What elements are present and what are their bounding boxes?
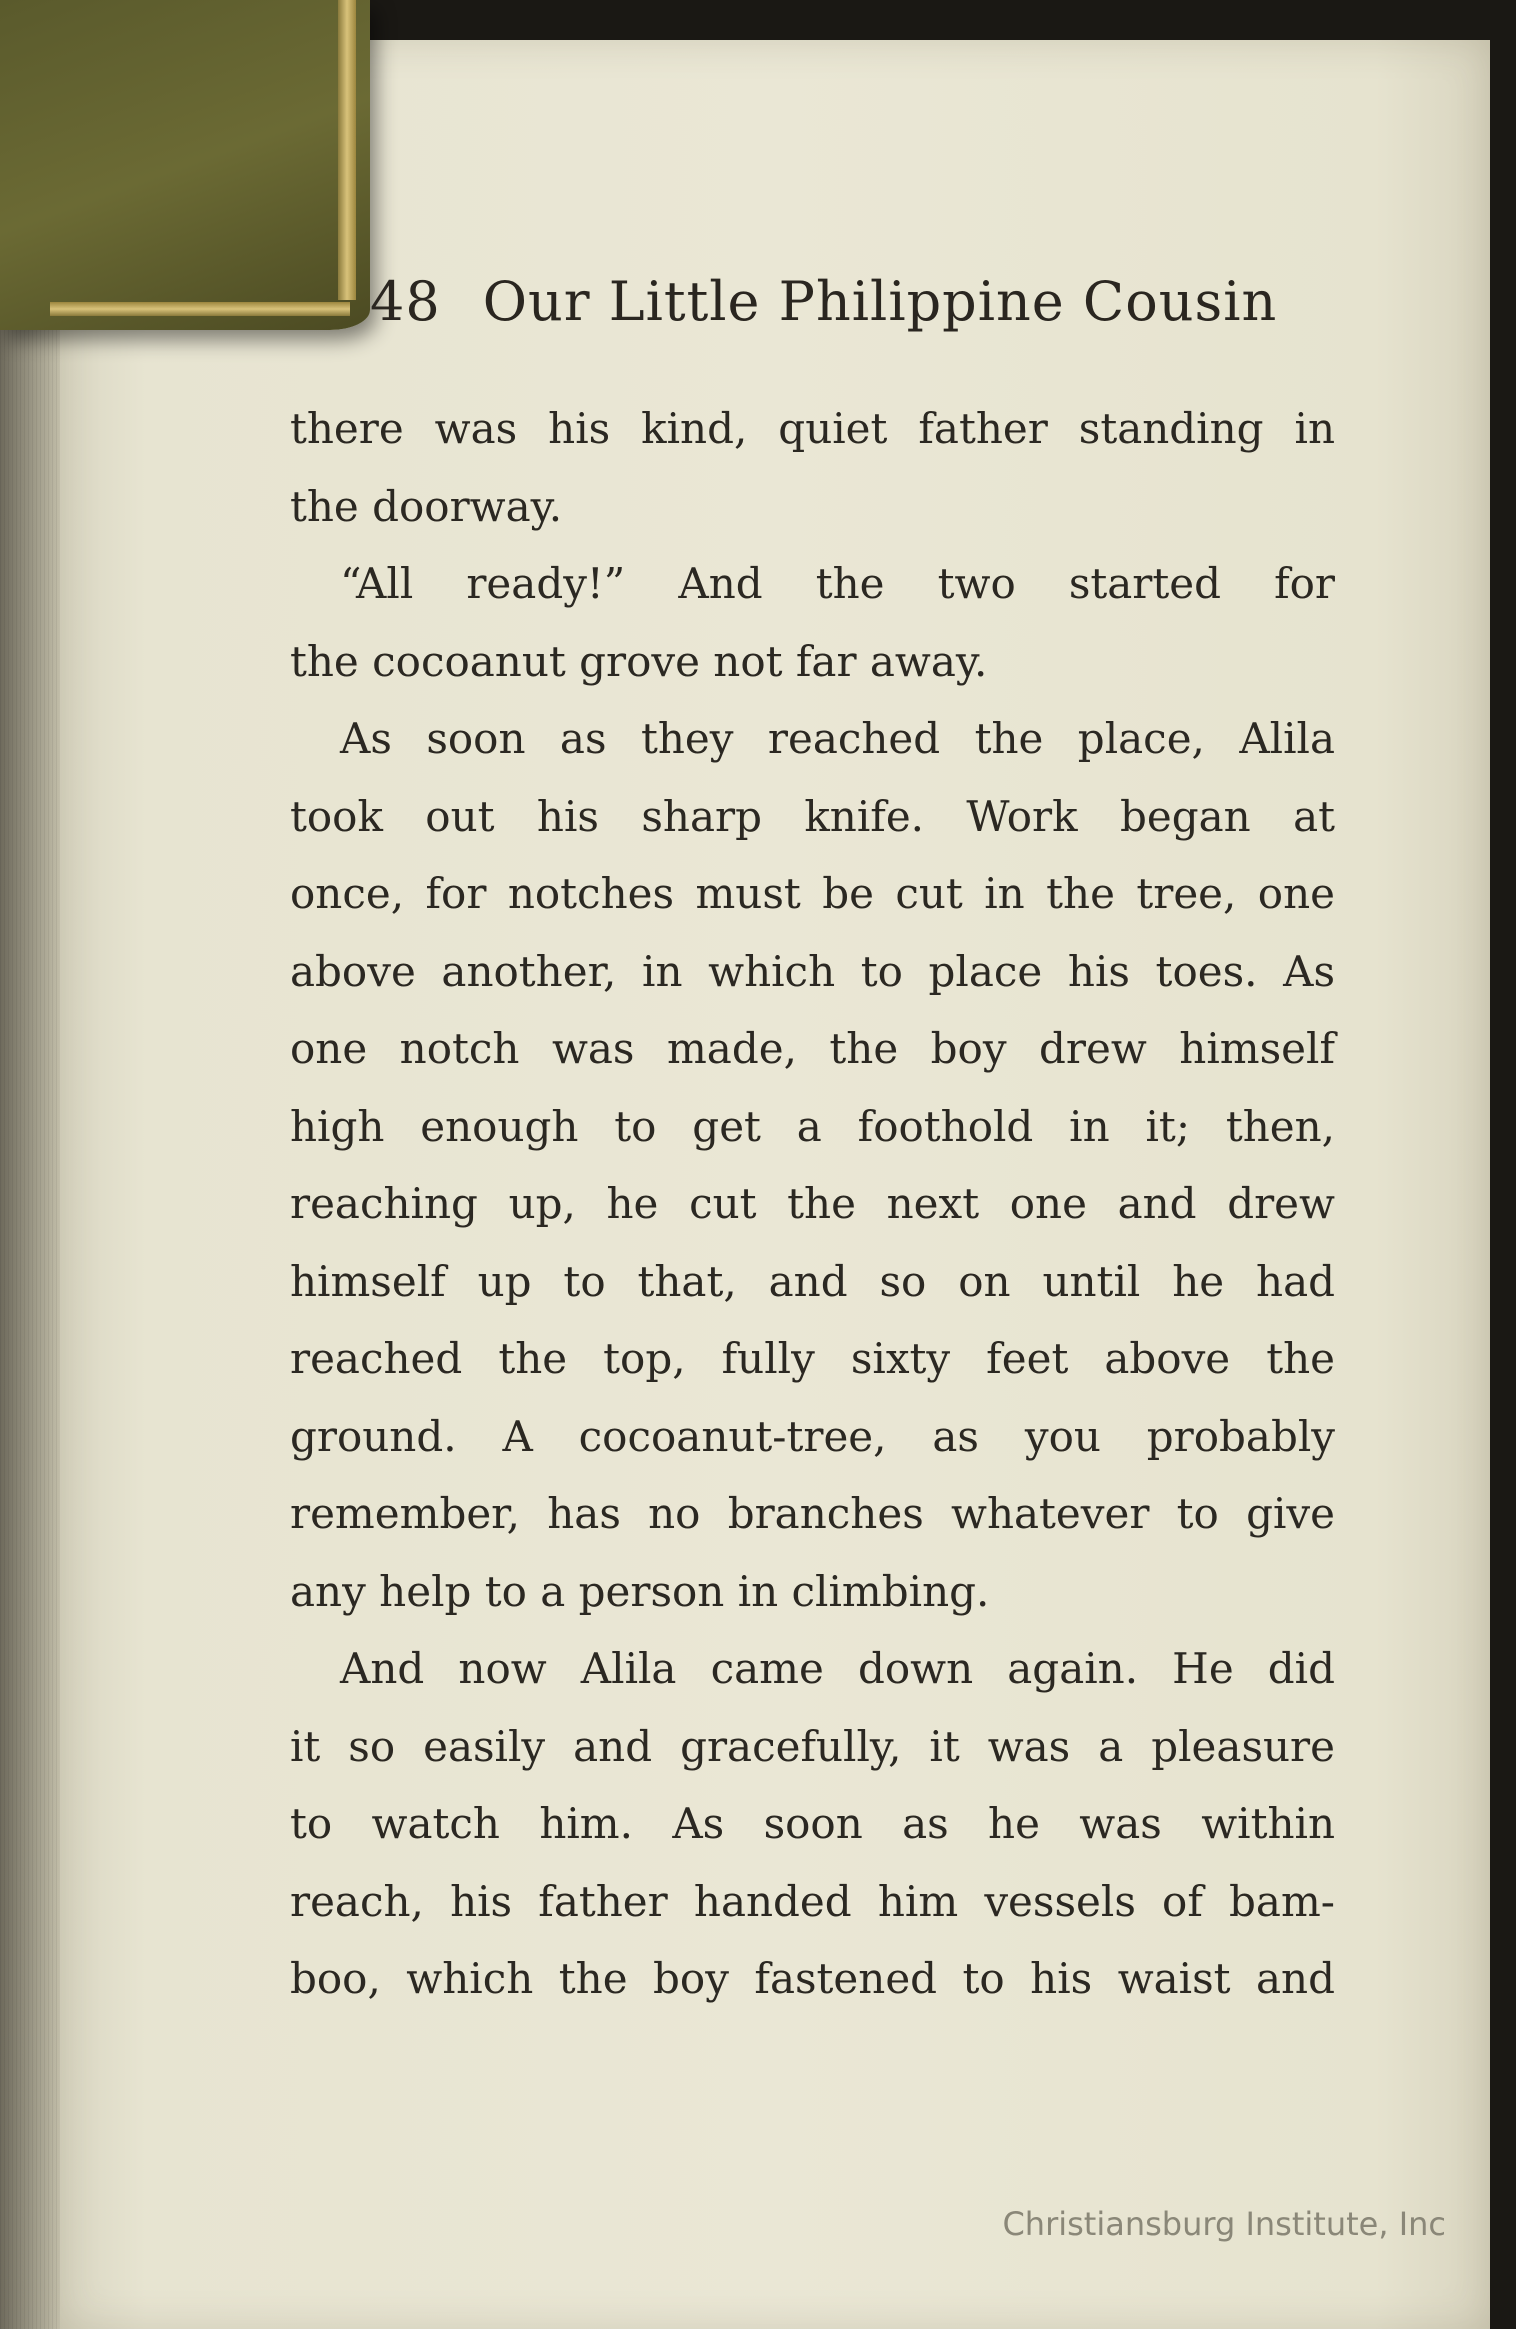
text-line: took out his sharp knife. Work began at bbox=[290, 791, 1335, 841]
book-cover-corner bbox=[0, 0, 370, 330]
page-number: 48 bbox=[370, 270, 441, 333]
text-line: As soon as they reached the place, Alila bbox=[340, 714, 1335, 763]
running-header bbox=[370, 270, 1370, 333]
text-line: “All ready!” And the two started for bbox=[340, 559, 1335, 608]
text-line: above another, in which to place his toes. As bbox=[290, 946, 1335, 996]
text-line: any help to a person in climbing. bbox=[290, 1566, 990, 1616]
text-line: once, for notches must be cut in the tree, one bbox=[290, 869, 1335, 918]
watermark: Christiansburg Institute, Inc bbox=[1002, 2205, 1446, 2243]
text-line: it so easily and gracefully, it was a pleasure bbox=[290, 1721, 1335, 1771]
text-line: remember, has no branches whatever to give bbox=[290, 1489, 1335, 1538]
text-line: there was his kind, quiet father standing in bbox=[290, 404, 1335, 453]
text-line: to watch him. As soon as he was within bbox=[290, 1799, 1335, 1848]
text-line: one notch was made, the boy drew himself bbox=[290, 1024, 1335, 1073]
text-line: reach, his father handed him vessels of bam- bbox=[290, 1876, 1335, 1926]
text-line: boo, which the boy fastened to his waist and bbox=[290, 1954, 1335, 2003]
text-line: reaching up, he cut the next one and drew bbox=[290, 1179, 1335, 1228]
text-line: the doorway. bbox=[290, 481, 563, 531]
text-line: ground. A cocoanut-tree, as you probably bbox=[290, 1411, 1335, 1461]
running-title: Our Little Philippine Cousin bbox=[482, 270, 1278, 333]
text-line: And now Alila came down again. He did bbox=[340, 1644, 1335, 1693]
text-line: himself up to that, and so on until he had bbox=[290, 1256, 1335, 1306]
text-line: reached the top, fully sixty feet above the bbox=[290, 1334, 1335, 1383]
body-text bbox=[290, 390, 1335, 2018]
text-line: the cocoanut grove not far away. bbox=[290, 636, 988, 686]
text-line: high enough to get a foothold in it; then, bbox=[290, 1101, 1335, 1151]
